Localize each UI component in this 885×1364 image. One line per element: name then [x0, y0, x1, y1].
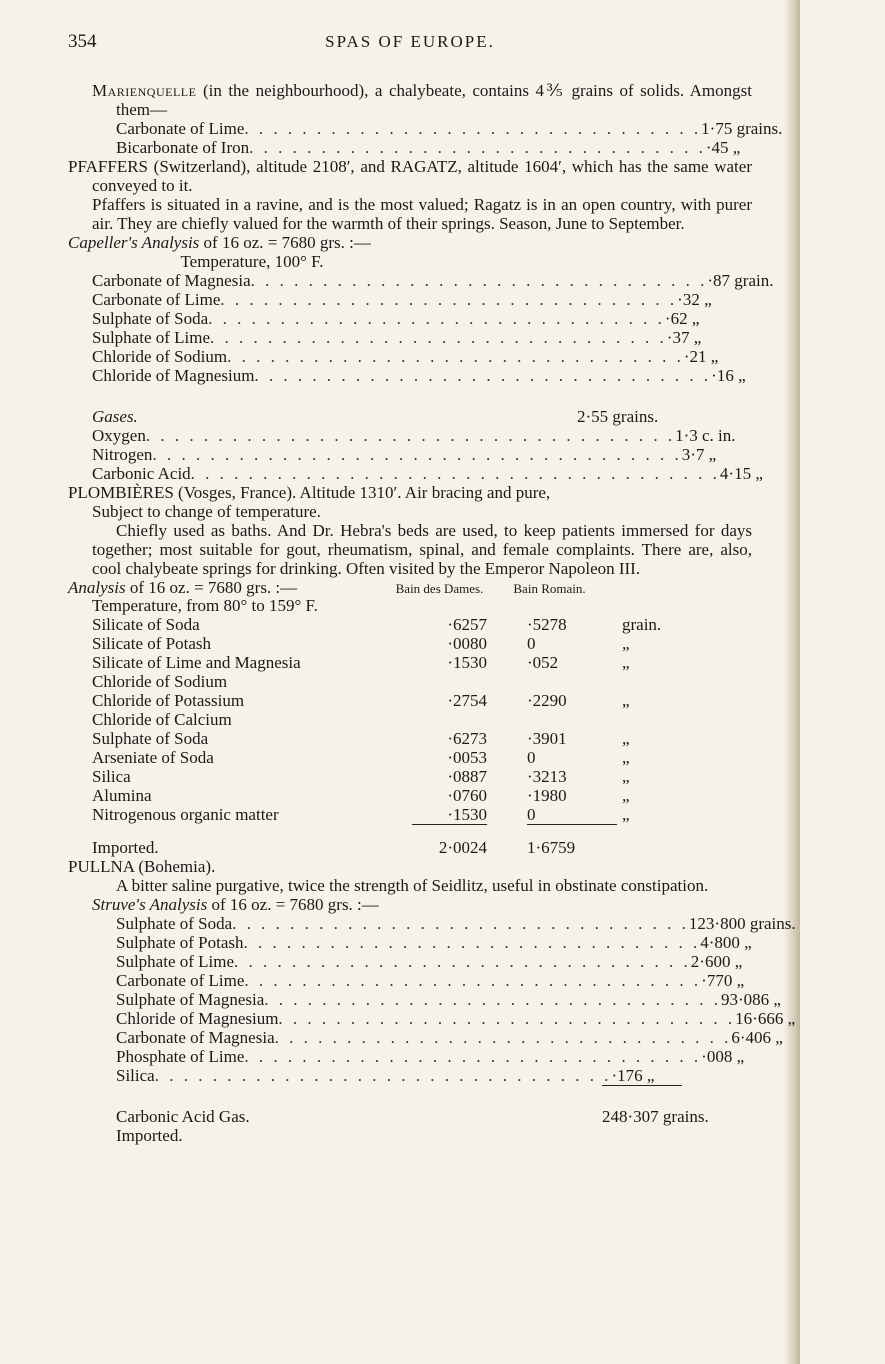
value-dames: ·0053	[447, 748, 487, 767]
substance-value: ·62 „	[664, 309, 700, 328]
substance-name: Carbonate of Magnesia	[92, 271, 251, 290]
unit: „	[622, 729, 630, 748]
value-dames: ·6257	[447, 615, 487, 634]
table-row: Chloride of Sodium . . . . . . . . . . . . . . . . . . . . . . . . . . . . . . . . ·21 „	[92, 347, 702, 366]
substance-name: Chloride of Calcium	[92, 710, 232, 729]
table-row	[68, 786, 728, 805]
gas-value: 4·15 „	[719, 464, 763, 483]
table-row	[68, 805, 728, 824]
table-row	[68, 691, 728, 710]
table-row	[68, 653, 728, 672]
unit: „	[622, 767, 630, 786]
value-dames: ·0080	[447, 634, 487, 653]
temperature-row	[68, 596, 728, 615]
table-row: Carbonate of Lime . . . . . . . . . . . . . . . . . . . . . . . . . . . . . . . . ·770 „	[116, 971, 752, 990]
analysis-rest: of 16 oz. = 7680 grs. :—	[129, 578, 298, 597]
table-row: Carbonate of Magnesia . . . . . . . . . . . . . . . . . . . . . . . . . . . . . . . . 6·406 „	[116, 1028, 752, 1047]
total-label: Imported.	[92, 838, 159, 857]
pfaffers-description: Pfaffers is situated in a ravine, and is the most valued; Ragatz is in an open country, with purer air. They are chiefly valued for the warmth of their springs. Season, June to September.	[92, 195, 752, 233]
substance-value: ·176 „	[611, 1066, 655, 1085]
value-romain: ·052	[527, 653, 559, 672]
substance-name: Sulphate of Soda	[92, 729, 209, 748]
substance-name: Chloride of Magnesium	[116, 1009, 279, 1028]
table-row	[68, 767, 728, 786]
table-row	[68, 748, 728, 767]
pfaffers-heading: PFAFFERS (Switzerland), altitude 2108′, and RAGATZ, altitude 1604′, which has the same water conveyed to it.	[68, 157, 752, 195]
substance-value: 2·600 „	[690, 952, 743, 971]
table-row: Phosphate of Lime . . . . . . . . . . . . . . . . . . . . . . . . . . . . . . . . ·008 „	[116, 1047, 752, 1066]
value-romain: 0	[527, 805, 536, 824]
substance-name: Carbonate of Lime	[116, 119, 245, 138]
substance-value: 123·800 grains.	[688, 914, 796, 933]
substance-value: 93·086 „	[721, 990, 781, 1009]
pullna-heading: PULLNA (Bohemia).	[68, 857, 216, 876]
pfaffers-table	[92, 271, 774, 483]
value-romain: ·2290	[527, 691, 567, 710]
imported-label: Imported.	[116, 1126, 183, 1145]
table-row: Sulphate of Lime . . . . . . . . . . . . . . . . . . . . . . . . . . . . . . . . ·37 „	[92, 328, 702, 347]
total-rule	[412, 824, 487, 825]
unit: „	[622, 748, 630, 767]
value-romain: ·3213	[527, 767, 567, 786]
table-row	[68, 634, 728, 653]
table-row: Carbonate of Magnesia . . . . . . . . . . . . . . . . . . . . . . . . . . . . . . . . ·87 grain.	[92, 271, 702, 290]
table-row: Oxygen . . . . . . . . . . . . . . . . . . . . . . . . . . . . . . . . . . . . . 1·3 c. in.	[92, 426, 702, 445]
substance-name: Sulphate of Magnesia	[116, 990, 265, 1009]
substance-name: Sulphate of Potash	[116, 933, 244, 952]
value-romain: ·5278	[527, 615, 567, 634]
table-row: Chloride of Magnesium . . . . . . . . . . . . . . . . . . . . . . . . . . . . . . . . 16·666 „	[116, 1009, 752, 1028]
substance-name: Chloride of Sodium	[92, 347, 228, 366]
analysis-author: Capeller's Analysis	[68, 233, 200, 252]
marienquelle-entry	[92, 81, 752, 119]
substance-name: Silicate of Lime and Magnesia	[92, 653, 301, 672]
table-row: Sulphate of Lime . . . . . . . . . . . . . . . . . . . . . . . . . . . . . . . . 2·600 „	[116, 952, 752, 971]
total-rule-row	[116, 1085, 752, 1095]
unit: „	[622, 691, 630, 710]
gas-value: 3·7 „	[681, 445, 717, 464]
analysis-author: Struve's Analysis	[92, 895, 208, 914]
substance-value: ·16 „	[711, 366, 746, 385]
col-bain-des-dames: Bain des Dames.	[395, 581, 484, 596]
substance-value: ·37 „	[666, 328, 702, 347]
substance-value: 16·666 „	[735, 1009, 796, 1028]
unit: grain.	[622, 615, 662, 634]
table-row	[68, 615, 728, 634]
entry-text: (in the neighbourhood), a chalybeate, contains 4⅗ grains of solids. Amongst them—	[116, 81, 752, 119]
table-row: Carbonate of Lime . . . . . . . . . . . . . . . . . . . . . . . . . . . . . . . . 1·75 grains.	[116, 119, 726, 138]
table-row: Chloride of Magnesium . . . . . . . . . . . . . . . . . . . . . . . . . . . . . . . . ·16 „	[92, 366, 702, 385]
gas-name: Oxygen	[92, 426, 146, 445]
substance-value: ·32 „	[677, 290, 712, 309]
substance-name: Sulphate of Lime	[92, 328, 211, 347]
plombieres-heading: PLOMBIÈRES (Vosges, France). Altitude 1310′. Air bracing and pure,	[68, 483, 551, 502]
unit: „	[622, 653, 630, 672]
gases-total: 2·55 grains.	[577, 407, 659, 426]
total-rule	[527, 824, 617, 825]
pullna-description: A bitter saline purgative, twice the strength of Seidlitz, useful in obstinate constipation.	[116, 876, 709, 895]
table-row: Bicarbonate of Iron . . . . . . . . . . . . . . . . . . . . . . . . . . . . . . . . ·45 „	[116, 138, 726, 157]
table-row: Carbonate of Lime . . . . . . . . . . . . . . . . . . . . . . . . . . . . . . . . ·32 „	[92, 290, 702, 309]
gas-name: Carbonic Acid	[92, 464, 191, 483]
unit: „	[622, 805, 630, 824]
substance-name: Sulphate of Soda	[116, 914, 233, 933]
spa-name: Marienquelle	[92, 81, 197, 100]
substance-name: Sulphate of Soda	[92, 309, 209, 328]
plombieres-subtitle: Subject to change of temperature.	[92, 502, 321, 521]
pfaffers-analysis-title	[68, 233, 752, 252]
value-romain: 0	[527, 748, 536, 767]
page-edge	[784, 0, 800, 1364]
unit: „	[622, 786, 630, 805]
pullna-table	[116, 914, 796, 1145]
analysis-rest: of 16 oz. = 7680 grs. :—	[203, 233, 371, 252]
total-row	[116, 1107, 752, 1126]
gases-label: Gases.	[92, 407, 138, 426]
running-title: SPAS OF EUROPE.	[325, 32, 495, 51]
substance-name: Chloride of Magnesium	[92, 366, 255, 385]
total-romain: 1·6759	[527, 838, 576, 857]
substance-value: ·770 „	[701, 971, 745, 990]
value-romain: 0	[527, 634, 536, 653]
substance-name: Carbonate of Lime	[116, 971, 245, 990]
substance-name: Alumina	[92, 786, 152, 805]
table-row: Sulphate of Soda . . . . . . . . . . . . . . . . . . . . . . . . . . . . . . . . ·62 „	[92, 309, 702, 328]
value-dames: ·6273	[447, 729, 487, 748]
value-dames: ·2754	[447, 691, 487, 710]
substance-value: ·45 „	[705, 138, 741, 157]
value-romain: ·3901	[527, 729, 567, 748]
substance-name: Phosphate of Lime	[116, 1047, 245, 1066]
substance-name: Chloride of Potassium	[92, 691, 245, 710]
total-rule-row	[68, 824, 728, 832]
table-row: Sulphate of Magnesia . . . . . . . . . . . . . . . . . . . . . . . . . . . . . . . . 93·086 „	[116, 990, 752, 1009]
substance-name: Nitrogenous organic matter	[92, 805, 279, 824]
gas-name: Nitrogen	[92, 445, 153, 464]
value-dames: ·1530	[447, 653, 487, 672]
col-bain-romain: Bain Romain.	[513, 581, 586, 596]
marienquelle-table	[92, 119, 783, 157]
substance-name: Sulphate of Lime	[116, 952, 235, 971]
substance-value: ·87 grain.	[707, 271, 774, 290]
substance-name: Bicarbonate of Iron	[116, 138, 250, 157]
substance-name: Silica	[116, 1066, 155, 1085]
value-romain: ·1980	[527, 786, 567, 805]
plombieres-description: Chiefly used as baths. And Dr. Hebra's beds are used, to keep patients immersed for days together; most suitable for gout, rheumatism, spinal, and female complaints. There are, also, cool chalybeate springs for drinking. Often visited by the Emperor Napoleon III.	[92, 521, 752, 578]
table-row: Sulphate of Potash . . . . . . . . . . . . . . . . . . . . . . . . . . . . . . . . 4·800 „	[116, 933, 752, 952]
gases-header-row	[92, 407, 702, 426]
total-label: Carbonic Acid Gas.	[116, 1107, 250, 1126]
substance-name: Silicate of Potash	[92, 634, 211, 653]
page-number: 354	[68, 31, 97, 52]
value-dames: ·0887	[447, 767, 487, 786]
plombieres-table	[68, 578, 728, 857]
value-dames: ·0760	[447, 786, 487, 805]
substance-name: Silicate of Soda	[92, 615, 200, 634]
substance-name: Silica	[92, 767, 131, 786]
analysis-author: Analysis	[68, 578, 126, 597]
table-header-row	[68, 578, 728, 596]
table-row	[68, 729, 728, 748]
substance-value: 4·800 „	[700, 933, 752, 952]
table-row	[68, 710, 728, 729]
page-body	[68, 81, 796, 1145]
substance-name: Carbonate of Magnesia	[116, 1028, 275, 1047]
substance-value: 1·75 grains.	[701, 119, 783, 138]
table-row: Nitrogen . . . . . . . . . . . . . . . . . . . . . . . . . . . . . . . . . . . . . 3·7 „	[92, 445, 702, 464]
substance-value: ·21 „	[683, 347, 719, 366]
total-dames: 2·0024	[438, 838, 487, 857]
analysis-rest: of 16 oz. = 7680 grs. :—	[211, 895, 379, 914]
substance-name: Carbonate of Lime	[92, 290, 221, 309]
table-row: Sulphate of Soda . . . . . . . . . . . . . . . . . . . . . . . . . . . . . . . . 123·800 grains.	[116, 914, 752, 933]
page-header	[68, 32, 752, 58]
table-row: Carbonic Acid . . . . . . . . . . . . . . . . . . . . . . . . . . . . . . . . . . . . . 4·15 „	[92, 464, 702, 483]
gas-value: 1·3 c. in.	[675, 426, 736, 445]
temperature: Temperature, from 80° to 159° F.	[92, 596, 318, 615]
substance-value: 6·406 „	[731, 1028, 783, 1047]
table-row: Silica . . . . . . . . . . . . . . . . . . . . . . . . . . . . . . . . ·176 „	[116, 1066, 752, 1085]
pullna-analysis-title	[92, 895, 752, 914]
substance-name: Arseniate of Soda	[92, 748, 214, 767]
total-rule	[602, 1085, 682, 1086]
value-dames: ·1530	[447, 805, 487, 824]
unit: „	[622, 634, 630, 653]
substance-value: ·008 „	[701, 1047, 745, 1066]
total-value: 248·307 grains.	[602, 1107, 709, 1126]
pfaffers-temperature: Temperature, 100° F.	[180, 252, 324, 271]
imported-row	[116, 1126, 752, 1145]
table-row	[68, 672, 728, 691]
substance-name: Chloride of Sodium	[92, 672, 228, 691]
total-row	[68, 838, 728, 857]
